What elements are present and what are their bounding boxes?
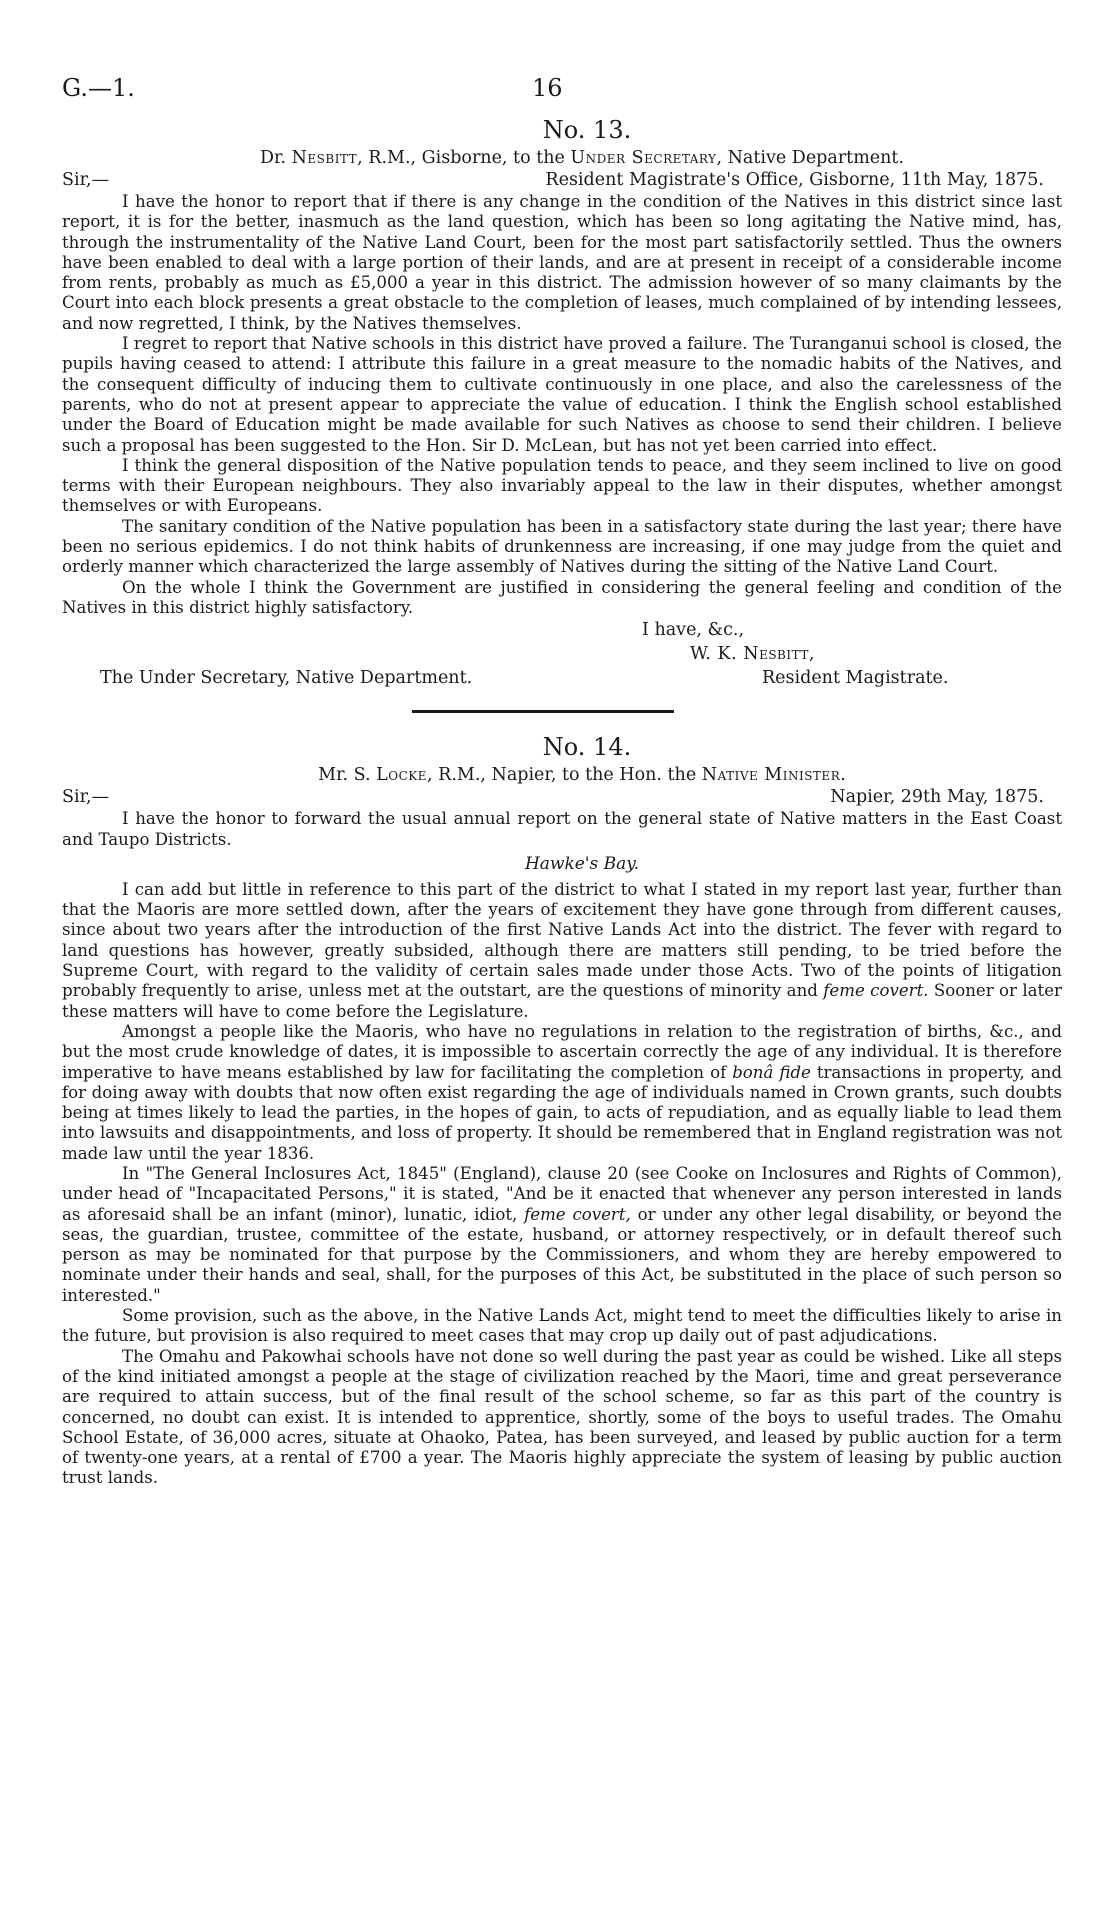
- text-run: In "The General Inclosures Act, 1845" (England), clause 20 (see Cooke on Inclosures and Rights of Common), under head of "Incapacitated Persons," it is stated, "And be it enacted that whenever any person interested in lands as aforesaid shall be an infant (minor), lunatic, idiot,: [62, 1163, 1062, 1224]
- paragraph: The Omahu and Pakowhai schools have not done so well during the past year as could be wished. Like all steps of the kind initiated amongst a people at the stage of civilization reached by the Maori, time and great perseverance are required to attain success, but of the final result of the school scheme, so far as this part of the country is concerned, no doubt can exist. It is intended to apprentice, shortly, some of the boys to useful trades. The Omahu School Estate, of 36,000 acres, situate at Ohaoko, Patea, has been surveyed, and leased by public auction for a term of twenty-one years, at a rental of £700 a year. The Maoris highly appreciate the system of leasing by public auction trust lands.: [62, 1346, 1062, 1488]
- italic-term: feme covert,: [524, 1204, 631, 1224]
- running-header: [62, 74, 1062, 108]
- closing: I have, &c.,: [642, 620, 745, 641]
- address-prefix: Dr.: [259, 148, 292, 168]
- address-middle: , R.M., Napier, to the Hon. the: [427, 765, 702, 786]
- letter-address-line: [62, 765, 1062, 785]
- salutation-row: [62, 785, 1062, 809]
- paragraph: Some provision, such as the above, in the Native Lands Act, might tend to meet the difficulties likely to arise in the future, but provision is also required to meet cases that may crop up daily out of past adjudications.: [62, 1306, 1062, 1346]
- letter-address-line: [62, 148, 1062, 168]
- recipient-line: The Under Secretary, Native Department.: [100, 668, 473, 689]
- sender-name: Nesbitt: [291, 148, 358, 168]
- recipient-title: Native Minister: [701, 765, 841, 786]
- letter-14: [62, 733, 1062, 1489]
- italic-term: bonâ fide: [732, 1062, 811, 1082]
- recipient-title: Under Secretary: [570, 148, 717, 168]
- salutation: Sir,—: [62, 787, 110, 808]
- signer-name: W. K. Nesbitt,: [690, 644, 815, 665]
- subheading: Hawke's Bay.: [524, 853, 640, 874]
- page-number: 16: [532, 74, 563, 102]
- signature-block: [62, 618, 1062, 688]
- paragraph: I regret to report that Native schools in this district have proved a failure. The Turanganui school is closed, the pupils having ceased to attend: I attribute this failure in a great measure to the nomadic habits of the Natives, and the consequent difficulty of inducing them to cultivate continuously in one place, and also the carelessness of the parents, who do not at present appear to appreciate the value of education. I think the English school established under the Board of Education might be made available for such Natives as choose to send their children. I believe such a proposal has been suggested to the Hon. Sir D. McLean, but has not yet been carried into effect.: [62, 334, 1062, 455]
- salutation: Sir,—: [62, 170, 110, 190]
- text-run: I can add but little in reference to this part of the district to what I stated in my report last year, further than that the Maoris are more settled down, after the years of excitement they have gone through from different causes, since about two years after the introduction of the first Native Lands Act into the district. The fever with regard to land questions has however, greatly subsided, although there are matters still pending, to be tried before the Supreme Court, with regard to the validity of certain sales made under those Acts. Two of the points of litigation probably frequently to arise, unless met at the outstart, are the questions of minority and: [62, 879, 1062, 1001]
- paragraph: [62, 880, 1062, 1022]
- address-suffix: , Native Department.: [716, 148, 905, 168]
- address-prefix: Mr. S.: [318, 765, 377, 786]
- address-suffix: .: [840, 765, 846, 786]
- signer-title: Resident Magistrate.: [762, 668, 949, 689]
- paragraph: I have the honor to report that if there is any change in the condition of the Natives in this district since last report, it is for the better, inasmuch as the land question, which has been so long agitating the Native mind, has, through the instrumentality of the Native Land Court, been for the most part satisfactorily settled. Thus the owners have been enabled to deal with a large portion of their lands, and are at present in receipt of a considerable income from rents, probably as much as £5,000 a year in this district. The admission however of so many claimants by the Court into each block presents a great obstacle to the completion of leases, much complained of by intending lessees, and now regretted, I think, by the Natives themselves.: [62, 192, 1062, 333]
- place-date: Napier, 29th May, 1875.: [830, 787, 1044, 808]
- letter-number: No. 14.: [542, 733, 632, 762]
- letter-number: No. 13.: [542, 116, 632, 144]
- paragraph: [62, 1022, 1062, 1164]
- text-run: transactions in property, and for doing away with doubts that now often exist regarding the age of individuals named in Crown grants, such doubts being at times likely to lead the parties, in the hopes of gain, to acts of repudiation, and as equally liable to lead them into lawsuits and disappointments, and loss of property. It should be remembered that in England registration was not made law until the year 1836.: [62, 1062, 1062, 1163]
- document-code: G.—1.: [62, 74, 135, 102]
- paragraph: I think the general disposition of the Native population tends to peace, and they seem inclined to live on good terms with their European neighbours. They also invariably appeal to the law in their disputes, whether amongst themselves or with Europeans.: [62, 455, 1062, 516]
- document-page: [62, 74, 1062, 1489]
- sender-name: Locke: [376, 765, 428, 786]
- address-middle: , R.M., Gisborne, to the: [357, 148, 571, 168]
- text-run: Sooner or later these matters will have to come before the Legislature.: [62, 981, 1062, 1021]
- italic-term: feme covert.: [823, 981, 929, 1001]
- place-date: Resident Magistrate's Office, Gisborne, 11th May, 1875.: [545, 170, 1044, 190]
- letter-13: [62, 116, 1062, 688]
- paragraph: The sanitary condition of the Native population has been in a satisfactory state during the last year; there have been no serious epidemics. I do not think habits of drunkenness are increasing, if one may judge from the quiet and orderly manner which characterized the large assembly of Natives during the sitting of the Native Land Court.: [62, 516, 1062, 577]
- paragraph: I have the honor to forward the usual annual report on the general state of Native matters in the East Coast and Taupo Districts.: [62, 809, 1062, 849]
- section-divider: [412, 710, 674, 713]
- paragraph: [62, 1164, 1062, 1306]
- paragraph: On the whole I think the Government are justified in considering the general feeling and condition of the Natives in this district highly satisfactory.: [62, 577, 1062, 617]
- salutation-row: [62, 168, 1062, 192]
- text-run: Amongst a people like the Maoris, who have no regulations in relation to the registration of births, &c., and but the most crude knowledge of dates, it is impossible to ascertain correctly the age of any individual. It is therefore imperative to have means established by law for facilitating the completion of: [62, 1021, 1062, 1082]
- text-run: or under any other legal disability, or beyond the seas, the guardian, trustee, committee of the estate, husband, or attorney respectively, or in default thereof such person as may be nominated for that purpose by the Commissioners, and whom they are hereby empowered to nominate under their hands and seal, shall, for the purposes of this Act, be substituted in the place of such person so interested.": [62, 1204, 1062, 1305]
